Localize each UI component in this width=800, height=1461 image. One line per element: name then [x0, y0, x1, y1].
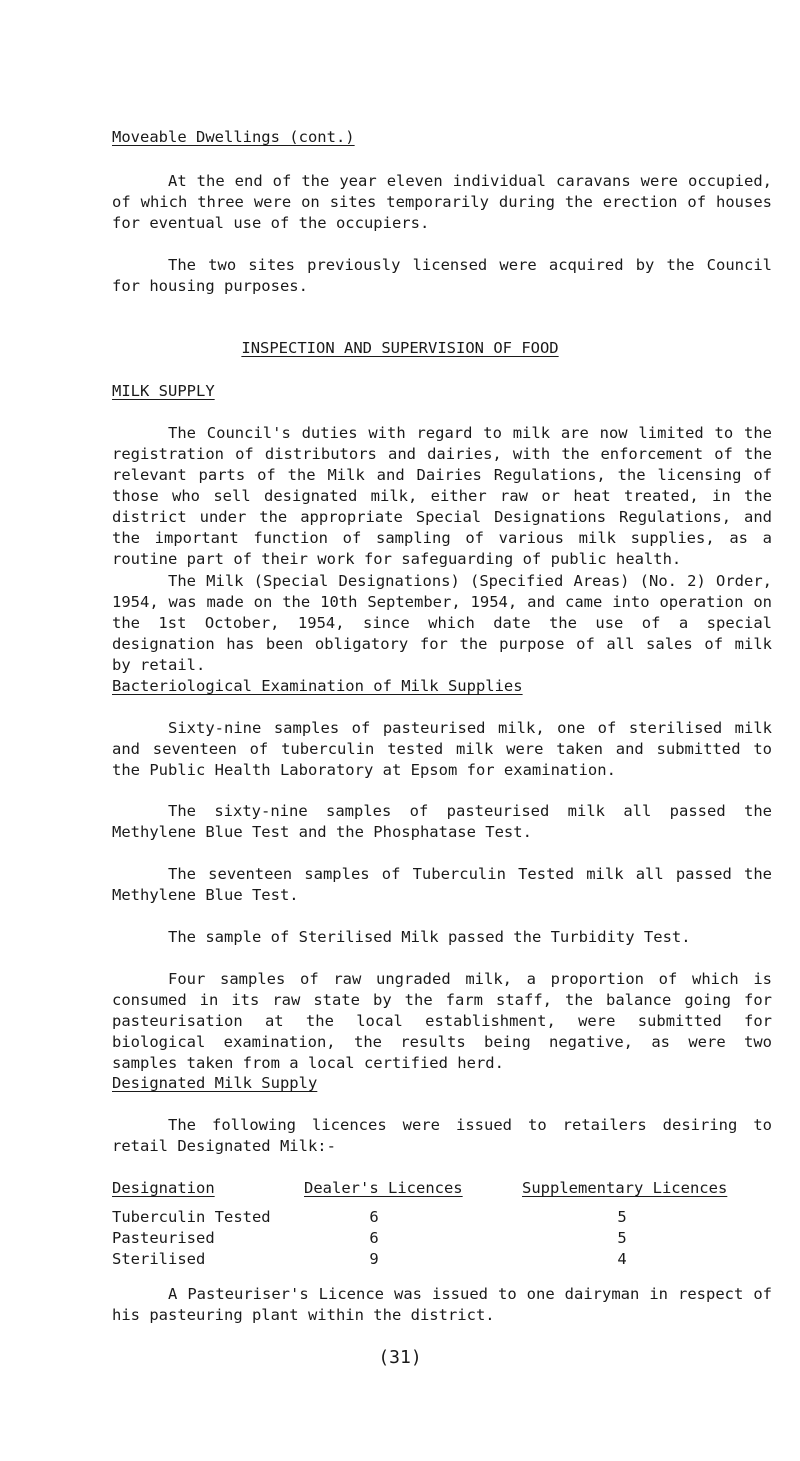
paragraph-pasteurised-results: The sixty-nine samples of pasteurised milk all passed the Methylene Blue Test and the Phosphatase Test.	[112, 802, 772, 841]
paragraph-tuberculin-results: The seventeen samples of Tuberculin Tested milk all passed the Methylene Blue Test.	[112, 865, 772, 904]
section-heading-inspection-food: INSPECTION AND SUPERVISION OF FOOD	[241, 339, 559, 357]
paragraph-pasteuriser-licence: A Pasteuriser's Licence was issued to one dairyman in respect of his pasteuring plant within the district.	[112, 1285, 772, 1324]
cell-dealers-licences: 6	[369, 1229, 379, 1247]
cell-supplementary-licences: 5	[617, 1208, 627, 1226]
table-header-row	[112, 1178, 762, 1199]
column-header-dealers-licences: Dealer's Licences	[304, 1179, 463, 1197]
paragraph-milk-order: The Milk (Special Designations) (Specified Areas) (No. 2) Order, 1954, was made on the 10th September, 1954, and came into operation on the 1st October, 1954, since which date the use of a special designation has been obligatory for the purpose of all sales of milk by retail.	[112, 572, 772, 674]
licences-table	[112, 1178, 762, 1270]
column-header-supplementary-licences: Supplementary Licences	[522, 1179, 728, 1197]
column-header-designation: Designation	[112, 1179, 215, 1197]
cell-supplementary-licences: 5	[617, 1229, 627, 1247]
paragraph-samples-taken: Sixty-nine samples of pasteurised milk, one of sterilised milk and seventeen of tuberculin tested milk were taken and submitted to the Public Health Laboratory at Epsom for examination.	[112, 719, 772, 779]
paragraph-council-duties: The Council's duties with regard to milk are now limited to the registration of distributors and dairies, with the enforcement of the relevant parts of the Milk and Dairies Regulations, the licensing of those who sell designated milk, either raw or heat treated, in the district under the appropriate Special Designations Regulations, and the important function of sampling of various milk supplies, as a routine part of their work for safeguarding of public health.	[112, 424, 772, 568]
cell-dealers-licences: 9	[369, 1250, 379, 1268]
table-row	[112, 1228, 762, 1249]
cell-designation: Tuberculin Tested	[112, 1208, 271, 1226]
section-heading-milk-supply: MILK SUPPLY	[112, 382, 215, 400]
section-heading-designated-milk: Designated Milk Supply	[112, 1074, 318, 1092]
table-row	[112, 1207, 762, 1228]
cell-dealers-licences: 6	[369, 1208, 379, 1226]
paragraph-licences-issued: The following licences were issued to retailers desiring to retail Designated Milk:-	[112, 1116, 772, 1155]
paragraph-sites-acquired: The two sites previously licensed were acquired by the Council for housing purposes.	[112, 256, 772, 295]
section-heading-moveable-dwellings: Moveable Dwellings (cont.)	[112, 128, 355, 146]
cell-designation: Sterilised	[112, 1250, 206, 1268]
page-number: (31)	[378, 1347, 422, 1368]
cell-designation: Pasteurised	[112, 1229, 215, 1247]
section-heading-bacteriological-examination: Bacteriological Examination of Milk Supplies	[112, 677, 523, 695]
table-row	[112, 1249, 762, 1270]
paragraph-raw-milk-samples: Four samples of raw ungraded milk, a proportion of which is consumed in its raw state by the farm staff, the balance going for pasteurisation at the local establishment, were submitted for biological examination, the results being negative, as were two samples taken from a local certified herd.	[112, 970, 772, 1072]
paragraph-caravans: At the end of the year eleven individual caravans were occupied, of which three were on sites temporarily during the erection of houses for eventual use of the occupiers.	[112, 172, 772, 232]
cell-supplementary-licences: 4	[617, 1250, 627, 1268]
paragraph-sterilised-results: The sample of Sterilised Milk passed the Turbidity Test.	[168, 928, 691, 946]
